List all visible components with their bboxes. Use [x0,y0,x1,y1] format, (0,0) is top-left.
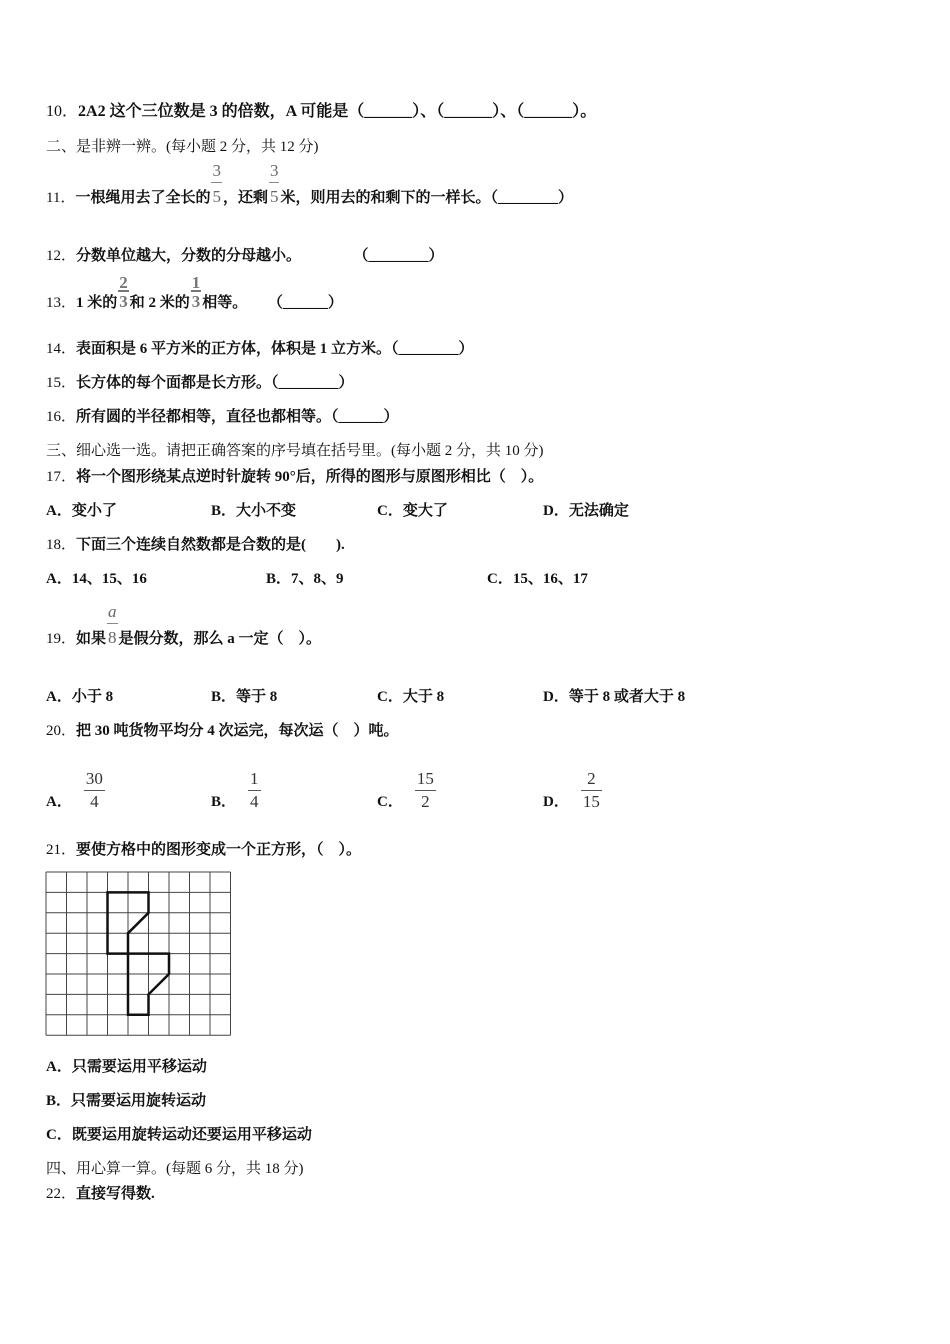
option-c[interactable]: C．既要运用旋转运动还要运用平移运动 [46,1127,312,1143]
option-a[interactable]: A．变小了 [46,503,117,519]
question-text: 所有圆的半径都相等，直径也都相等。（______） [76,409,399,425]
question-number: 20． [46,723,77,739]
numerator: a [108,602,117,621]
question-text: 直接写得数. [76,1186,155,1202]
option-b[interactable]: B．大小不变 [211,503,297,519]
fraction [212,161,221,207]
denominator: 3 [191,292,201,311]
question-text: 表面积是 6 平方米的正方体，体积是 1 立方米。（________） [76,341,474,357]
question-10 [46,102,596,122]
question-text: 1 米的 [76,295,118,311]
question-text: 如果 [76,631,107,647]
fraction [86,768,103,813]
question-text: 长方体的每个面都是长方形。（________） [76,375,354,391]
question-12 [46,246,444,266]
denominator: 2 [421,792,430,811]
option-b[interactable]: B．等于 8 [211,689,278,705]
fraction [583,768,600,813]
question-19 [46,602,322,649]
fraction [417,768,434,813]
option-b[interactable] [211,769,259,825]
question-number: 18． [46,537,77,553]
denominator: 15 [582,792,600,811]
option-label: B． [211,793,237,810]
question-number: 11． [46,190,76,206]
question-text: 下面三个连续自然数都是合数的是( ). [76,537,345,553]
option-label: A． [46,793,72,810]
numerator: 1 [250,769,259,788]
question-22 [46,1184,155,1204]
fraction [119,273,128,312]
question-11 [46,161,573,208]
numerator: 1 [191,273,201,292]
question-text: 一根绳用去了全长的 [75,190,211,206]
section-2-heading: 二、是非辨一辨。(每小题 2 分，共 12 分) [46,139,319,155]
option-c[interactable]: C．15、16、17 [487,571,588,587]
option-c[interactable]: C．大于 8 [377,689,445,705]
fraction [250,768,259,813]
square-grid-figure [45,871,232,1037]
option-c[interactable]: C．变大了 [377,503,448,519]
question-number: 13． [46,295,77,311]
fraction [269,161,279,207]
numerator: 2 [587,769,596,788]
numerator: 30 [85,769,103,788]
fraction-bar [118,290,129,292]
section-3-heading: 三、细心选一选。请把正确答案的序号填在括号里。(每小题 2 分，共 10 分) [46,443,544,459]
option-label: D． [543,793,569,810]
question-text: 将一个图形绕某点逆时针旋转 90°后，所得的图形与原图形相比（ ）。 [76,469,544,485]
denominator: 5 [212,187,221,206]
question-number: 19． [46,631,77,647]
question-number: 21． [46,842,77,858]
question-number: 15． [46,375,77,391]
option-a[interactable]: A．只需要运用平移运动 [46,1059,207,1075]
question-20 [46,721,399,741]
question-18 [46,535,345,555]
denominator: 5 [269,187,279,206]
question-21 [46,840,361,860]
numerator: 2 [119,273,128,292]
question-17 [46,467,543,487]
question-number: 10． [46,103,79,120]
question-16 [46,407,399,427]
denominator: 4 [90,792,99,811]
denominator: 4 [250,792,259,811]
question-text: 和 2 米的 [129,295,190,311]
fraction-bar [211,182,222,183]
question-text: 是假分数，那么 a 一定（ ）。 [118,631,322,647]
section-4-heading: 四、用心算一算。(每题 6 分，共 18 分) [46,1161,304,1177]
question-text: 相等。 [202,295,248,311]
question-number: 14． [46,341,77,357]
question-13 [46,273,343,313]
fraction [191,273,201,312]
question-text: 米，则用去的和剩下的一样长。（________） [280,190,573,206]
answer-blank[interactable]: （________） [361,248,444,264]
option-d[interactable]: D．等于 8 或者大于 8 [543,689,686,705]
option-a[interactable] [46,769,103,825]
option-b[interactable]: B．只需要运用旋转运动 [46,1093,207,1109]
question-text: 分数单位越大，分数的分母越小。 [76,248,302,264]
fraction-bar [107,623,118,624]
numerator: 3 [212,161,221,180]
numerator: 15 [416,769,434,788]
question-15 [46,373,354,393]
option-d[interactable] [543,769,600,825]
fraction-bar [191,290,202,292]
option-d[interactable]: D．无法确定 [543,503,629,519]
question-text: 把 30 吨货物平均分 4 次运完，每次运（ ）吨。 [76,723,399,739]
question-text: ，还剩 [222,190,268,206]
answer-blank[interactable]: （______） [275,295,343,311]
fraction-bar [269,182,280,183]
question-number: 16． [46,409,77,425]
question-number: 22． [46,1186,77,1202]
question-text: 2A2 这个三位数是 3 的倍数，A 可能是（______）、（______）、（______）。 [78,103,597,120]
option-c[interactable] [377,769,434,825]
question-14 [46,339,474,359]
question-text: 要使方格中的图形变成一个正方形，（ ）。 [76,842,362,858]
option-label: C． [377,793,403,810]
question-number: 17． [46,469,77,485]
numerator: 3 [269,161,279,180]
denominator: 3 [119,292,128,311]
denominator: 8 [108,628,117,647]
option-b[interactable]: B．7、8、9 [266,571,344,587]
fraction [108,602,117,648]
question-number: 12． [46,248,77,264]
option-a[interactable]: A．14、15、16 [46,571,147,587]
option-a[interactable]: A．小于 8 [46,689,114,705]
